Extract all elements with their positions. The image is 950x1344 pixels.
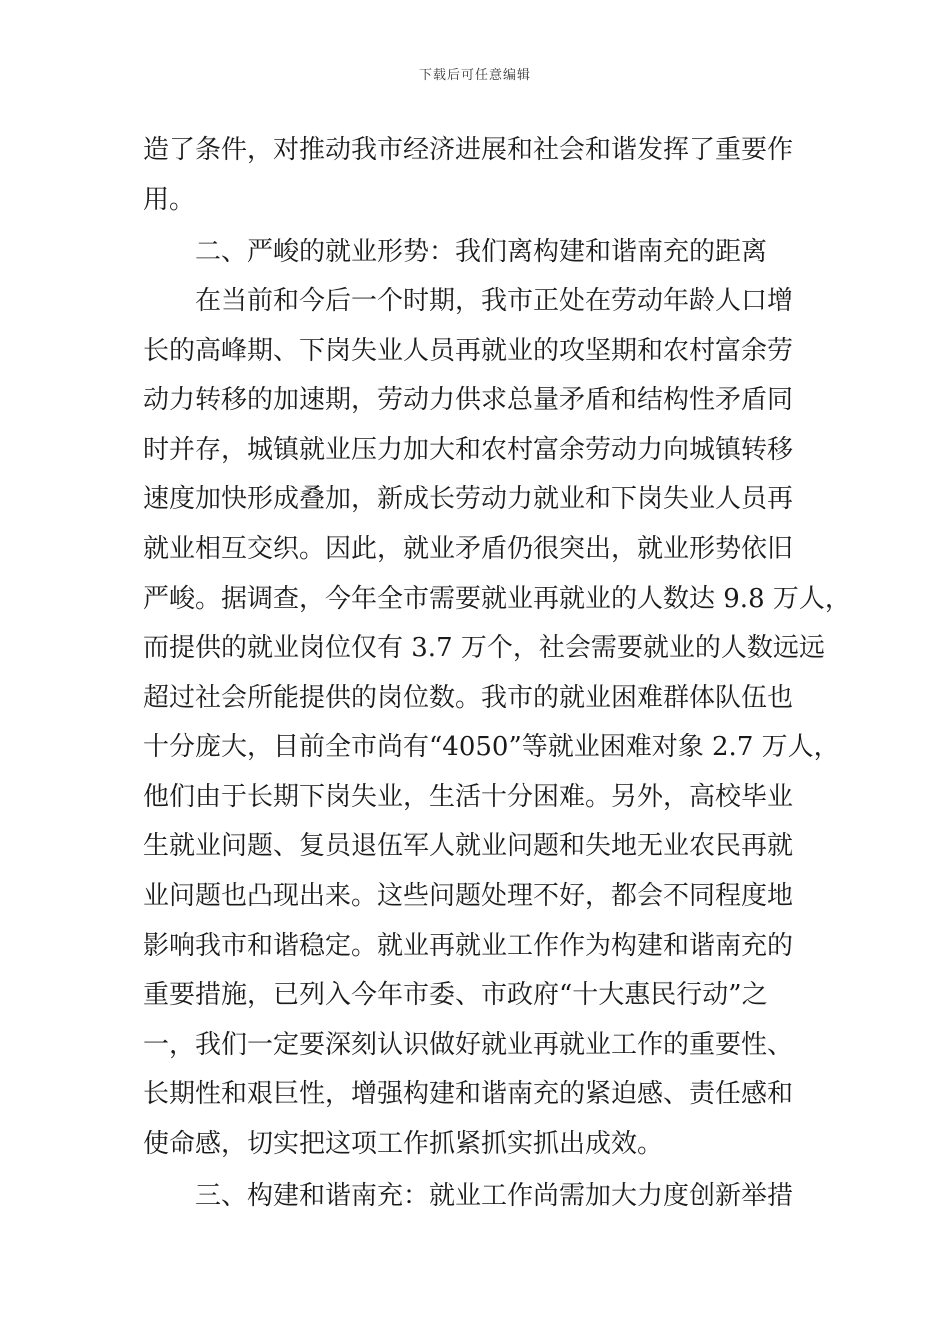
body-line: 重要措施，已列入今年市委、市政府“十大惠民行动”之 <box>143 980 768 1010</box>
body-line: 他们由于长期下岗失业，生活十分困难。另外，高校毕业 <box>143 782 794 812</box>
page-header: 下载后可任意编辑 <box>418 68 531 83</box>
body-line: 长期性和艰巨性，增强构建和谐南充的紧迫感、责任感和 <box>143 1079 794 1109</box>
body-line: 使命感，切实把这项工作抓紧抓实抓出成效。 <box>143 1129 664 1159</box>
body-line: 严峻。据调查，今年全市需要就业再就业的人数达 9.8 万人， <box>143 584 851 614</box>
body-line: 影响我市和谐稳定。就业再就业工作作为构建和谐南充的 <box>143 931 794 961</box>
body-line: 长的高峰期、下岗失业人员再就业的攻坚期和农村富余劳 <box>143 336 794 366</box>
body-line: 动力转移的加速期，劳动力供求总量矛盾和结构性矛盾同 <box>143 385 794 415</box>
body-line: 业问题也凸现出来。这些问题处理不好，都会不同程度地 <box>143 881 794 911</box>
body-line: 在当前和今后一个时期，我市正处在劳动年龄人口增 <box>195 286 794 316</box>
body-line: 超过社会所能提供的岗位数。我市的就业困难群体队伍也 <box>143 683 794 713</box>
body-line: 生就业问题、复员退伍军人就业问题和失地无业农民再就 <box>143 831 794 861</box>
body-line: 就业相互交织。因此，就业矛盾仍很突出，就业形势依旧 <box>143 534 794 564</box>
body-line: 用。 <box>143 185 196 215</box>
section-heading: 二、严峻的就业形势：我们离构建和谐南充的距离 <box>195 237 768 267</box>
body-line: 时并存，城镇就业压力加大和农村富余劳动力向城镇转移 <box>143 435 794 465</box>
section-heading: 三、构建和谐南充：就业工作尚需加大力度创新举措 <box>195 1181 794 1211</box>
body-line: 十分庞大，目前全市尚有“4050”等就业困难对象 2.7 万人， <box>143 732 840 762</box>
body-line: 造了条件，对推动我市经济进展和社会和谐发挥了重要作 <box>143 135 794 165</box>
body-line: 而提供的就业岗位仅有 3.7 万个，社会需要就业的人数远远 <box>143 633 825 663</box>
body-line: 一，我们一定要深刻认识做好就业再就业工作的重要性、 <box>143 1030 794 1060</box>
body-line: 速度加快形成叠加，新成长劳动力就业和下岗失业人员再 <box>143 484 794 514</box>
